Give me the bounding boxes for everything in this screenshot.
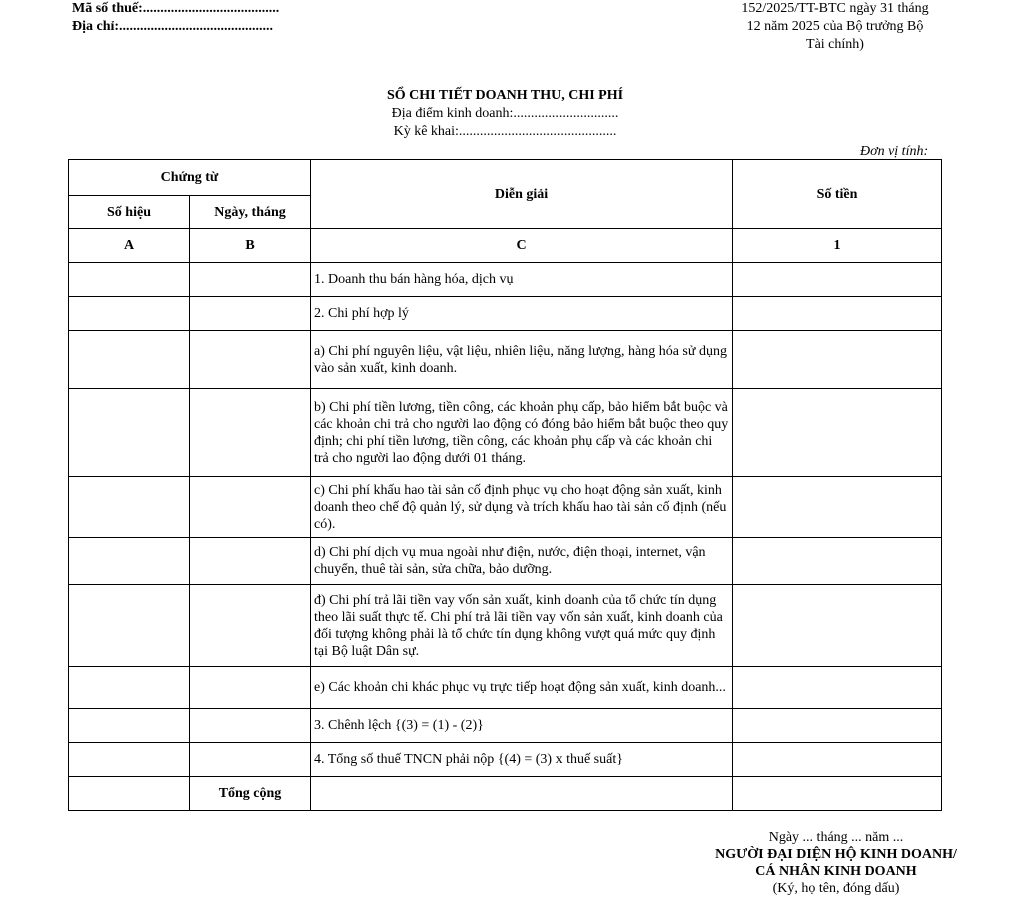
unit-label: Đơn vị tính: bbox=[860, 144, 929, 159]
code-c: C bbox=[311, 229, 733, 263]
tax-code-label: Mã số thuế:....................................... bbox=[72, 1, 280, 16]
row-description: b) Chi phí tiền lương, tiền công, các khoản phụ cấp, bảo hiểm bắt buộc và các khoản chi trả cho người lao động có đóng bảo hiểm bắt buộc theo quy định; chi phí tiền lương, tiền công, các khoản phụ cấp và các khoản chi trả cho người lao động dưới 01 tháng. bbox=[311, 389, 733, 477]
header-date: Ngày, tháng bbox=[190, 196, 311, 229]
header-number: Số hiệu bbox=[69, 196, 190, 229]
header-description: Diễn giải bbox=[311, 160, 733, 229]
header-voucher: Chứng từ bbox=[69, 160, 311, 196]
header-amount: Số tiền bbox=[733, 160, 942, 229]
circular-ref-line2: 12 năm 2025 của Bộ trưởng Bộ bbox=[746, 19, 924, 34]
table-row bbox=[69, 263, 942, 297]
row-description: 2. Chi phí hợp lý bbox=[311, 297, 733, 331]
total-label: Tổng cộng bbox=[190, 777, 311, 811]
table-row bbox=[69, 538, 942, 585]
declaration-period-line: Kỳ kê khai:............................................. bbox=[393, 124, 617, 139]
code-b: B bbox=[190, 229, 311, 263]
signature-role-line1: NGƯỜI ĐẠI DIỆN HỘ KINH DOANH/ bbox=[715, 847, 957, 862]
table-row bbox=[69, 709, 942, 743]
table-row bbox=[69, 667, 942, 709]
row-description: 1. Doanh thu bán hàng hóa, dịch vụ bbox=[311, 263, 733, 297]
circular-ref-line1: 152/2025/TT-BTC ngày 31 tháng bbox=[741, 1, 929, 16]
signature-role-line2: CÁ NHÂN KINH DOANH bbox=[755, 864, 917, 879]
row-description: c) Chi phí khấu hao tài sản cố định phục vụ cho hoạt động sản xuất, kinh doanh theo chế độ quản lý, sử dụng và trích khấu hao tài sản cố định (nếu có). bbox=[311, 477, 733, 538]
signature-date-line: Ngày ... tháng ... năm ... bbox=[768, 830, 904, 845]
circular-ref-line3: Tài chính) bbox=[806, 37, 864, 52]
signature-block bbox=[700, 829, 972, 897]
table-row bbox=[69, 743, 942, 777]
table-row bbox=[69, 477, 942, 538]
code-1: 1 bbox=[733, 229, 942, 263]
row-description: a) Chi phí nguyên liệu, vật liệu, nhiên liệu, năng lượng, hàng hóa sử dụng vào sản xuất, kinh doanh. bbox=[311, 331, 733, 389]
table-row bbox=[69, 389, 942, 477]
signature-note: (Ký, họ tên, đóng dấu) bbox=[772, 881, 900, 896]
document-title: SỔ CHI TIẾT DOANH THU, CHI PHÍ bbox=[386, 88, 624, 103]
row-description: e) Các khoản chi khác phục vụ trực tiếp hoạt động sản xuất, kinh doanh... bbox=[311, 667, 733, 709]
row-description: 4. Tổng số thuế TNCN phải nộp {(4) = (3) x thuế suất} bbox=[311, 743, 733, 777]
table-row bbox=[69, 585, 942, 667]
row-description: đ) Chi phí trả lãi tiền vay vốn sản xuất, kinh doanh của tổ chức tín dụng theo lãi suất thực tế. Chi phí trả lãi tiền vay vốn sản xuất, kinh doanh của đối tượng không phải là tổ chức tín dụng không vượt quá mức quy định tại Bộ luật Dân sự. bbox=[311, 585, 733, 667]
code-a: A bbox=[69, 229, 190, 263]
ledger-table bbox=[68, 159, 942, 811]
header-right bbox=[700, 0, 970, 54]
address-label: Địa chỉ:............................................ bbox=[72, 19, 274, 34]
business-location-line: Địa điểm kinh doanh:.............................. bbox=[391, 106, 619, 121]
row-description: d) Chi phí dịch vụ mua ngoài như điện, nước, điện thoại, internet, vận chuyển, thuê tài sản, sửa chữa, bảo dưỡng. bbox=[311, 538, 733, 585]
row-description: 3. Chênh lệch {(3) = (1) - (2)} bbox=[311, 709, 733, 743]
document-title-block bbox=[0, 87, 1010, 141]
header-left bbox=[72, 0, 279, 36]
total-row bbox=[69, 777, 942, 811]
table-row bbox=[69, 297, 942, 331]
table-row bbox=[69, 331, 942, 389]
